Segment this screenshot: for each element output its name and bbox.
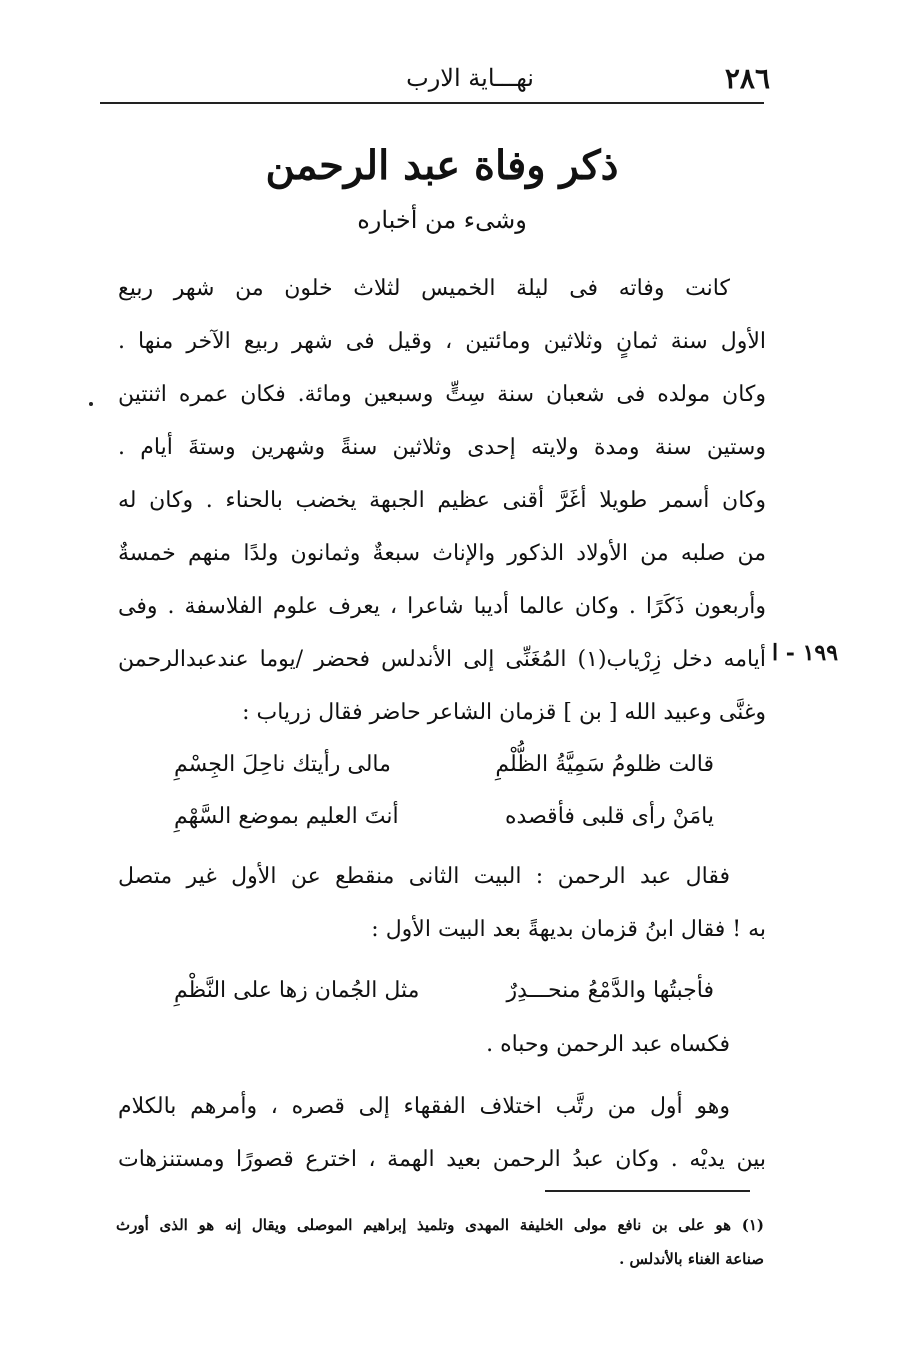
poem-2 [174,964,714,1016]
text-line: بين يديْه . وكان عبدُ الرحمن بعيد الهمة ، اخترع قصورًا ومستنزهات [118,1147,766,1172]
text-line: وهو أول من رتَّب اختلاف الفقهاء إلى قصره ، وأمرهم بالكلام [118,1094,730,1119]
hemistich-right: فأجبتُها والدَّمْعُ منحـــدِرٌ [506,977,714,1003]
paragraph-2 [118,850,766,956]
footnote-line: (١) هو على بن نافع مولى الخليفة المهدى وتلميذ إبراهيم الموصلى ويقال إنه هو الذى أورث [116,1216,764,1234]
text-line: وستين سنة ومدة ولايته إحدى وثلاثين سنةً وشهرين وستةَ أيام . [118,435,766,460]
paragraph-3 [118,1018,766,1071]
page-number: ٢٨٦ [724,62,770,95]
poem-verse [174,738,714,790]
footnote-line: صناعة الغناء بالأندلس . [619,1250,764,1268]
text-line: وكان مولده فى شعبان سنة سِتٍّ وسبعين ومائة. فكان عمره اثنتين [118,382,766,407]
footnotes [116,1208,764,1276]
hemistich-left: مالى رأيتك ناحِلَ الجِسْمِ [174,751,391,777]
text-line: وكان أسمر طويلا أغَرَّ أقنى عظيم الجبهة يخضب بالحناء . وكان له [118,488,766,513]
section-subtitle: وشىء من أخباره [357,206,527,234]
ink-speck [89,402,93,406]
page-header [100,58,770,100]
margin-folio-note: ١٩٩ - ا [772,640,839,666]
header-rule [100,102,764,104]
running-title: نهـــاية الارب [406,64,534,92]
text-line: وأربعون ذَكَرًا . وكان عالما أديبا شاعرا ، يعرف علوم الفلاسفة . وفى [118,594,766,619]
paragraph-4 [118,1080,766,1186]
hemistich-right: يامَنْ رأى قلبى فأقصده [505,803,714,829]
text-line: أيامه دخل زِرْياب(١) المُغَنِّى إلى الأندلس فحضر /يوما عندعبدالرحمن [118,647,766,672]
text-line: من صلبه من الأولاد الذكور والإناث سبعةٌ وثمانون ولدًا منهم خمسةٌ [118,541,766,566]
hemistich-right: قالت ظلومُ سَمِيَّةُ الظُّلْمِ [495,751,714,777]
hemistich-left: مثل الجُمان زها على النَّظْمِ [174,977,420,1003]
poem-verse [174,964,714,1016]
text-line: فقال عبد الرحمن : البيت الثانى منقطع عن الأول غير متصل [118,864,730,889]
hemistich-left: أنتَ العليم بموضع السَّهْمِ [174,803,399,829]
poem-verse [174,790,714,842]
footnote-rule [545,1190,750,1192]
text-line: فكساه عبد الرحمن وحباه . [486,1032,730,1057]
text-line: كانت وفاته فى ليلة الخميس لثلاث خلون من شهر ربيع [118,276,730,301]
text-line: الأول سنة ثمانٍ وثلاثين ومائتين ، وقيل فى شهر ربيع الآخر منها . [118,329,766,354]
text-line: وغنَّى وعبيد الله [ بن ] قزمان الشاعر حاضر فقال زرياب : [242,700,766,725]
poem-1 [174,738,714,842]
text-line: به ! فقال ابنُ قزمان بديهةً بعد البيت الأول : [371,917,766,942]
paragraph-1 [118,262,766,739]
section-title: ذكر وفاة عبد الرحمن [265,142,619,189]
